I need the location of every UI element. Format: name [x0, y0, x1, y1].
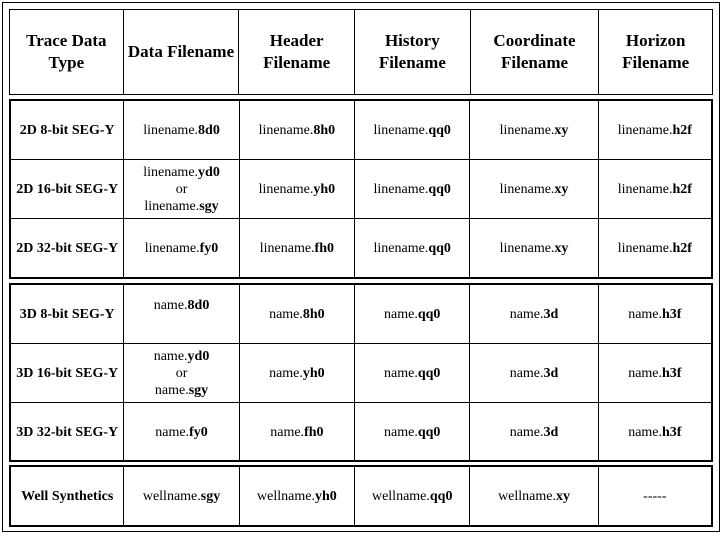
section-3d: [9, 283, 713, 462]
data-filename-cell: linename. fy0: [124, 219, 239, 278]
trace-type-cell: 2D 32-bit SEG-Y: [11, 219, 124, 278]
history-filename-cell: name. qq0: [355, 403, 470, 461]
coordinate-filename-cell: wellname. xy: [470, 467, 598, 525]
file-extension: 8d0: [198, 122, 220, 138]
table-row: [11, 402, 711, 461]
file-extension: 8h0: [302, 306, 325, 322]
table-row: [11, 159, 711, 219]
table-row: [11, 101, 711, 159]
table-row: [11, 218, 711, 278]
trace-type-cell: 3D 8-bit SEG-Y: [11, 285, 124, 343]
col-header-trace-type: Trace Data Type: [10, 10, 124, 94]
file-extension: xy: [554, 182, 569, 197]
file-extension: h2f: [672, 241, 692, 256]
trace-type-cell: 2D 8-bit SEG-Y: [11, 101, 124, 159]
section-2d: [9, 99, 713, 279]
file-extension: yh0: [313, 182, 336, 197]
header-filename-cell: linename. 8h0: [240, 101, 355, 159]
trace-type-cell: Well Synthetics: [11, 467, 124, 525]
file-extension: sgy: [200, 488, 221, 504]
file-extension: sgy: [199, 199, 219, 214]
data-filename-or: or: [175, 182, 188, 197]
table-row: [11, 467, 711, 525]
file-extension: qq0: [417, 366, 441, 381]
horizon-filename-cell: name. h3f: [628, 366, 682, 381]
file-extension: h2f: [672, 182, 692, 197]
file-extension: fh0: [304, 424, 324, 440]
history-filename-cell: linename. qq0: [355, 160, 470, 219]
col-header-history-filename: History Filename: [355, 10, 471, 94]
trace-type-cell: 3D 16-bit SEG-Y: [11, 344, 124, 403]
file-extension: sgy: [188, 383, 209, 398]
history-filename-cell: name. qq0: [355, 285, 470, 343]
file-extension: 3d: [543, 366, 559, 381]
header-filename-cell: linename. fh0: [240, 219, 355, 278]
data-filename-cell: [124, 160, 239, 219]
file-extension: fy0: [199, 241, 219, 256]
file-extension: 8h0: [313, 122, 336, 138]
data-filename-primary: name.yd0: [153, 349, 210, 364]
data-filename-cell: name. fy0: [124, 403, 239, 461]
data-filename-cell: linename. 8d0: [124, 101, 239, 159]
horizon-filename-cell: name. h3f: [628, 424, 682, 440]
file-extension: qq0: [417, 424, 441, 440]
history-filename-cell: wellname. qq0: [355, 467, 470, 525]
horizon-filename-cell: linename. h2f: [617, 182, 692, 197]
header-filename-cell: name. 8h0: [240, 285, 355, 343]
file-extension: qq0: [417, 306, 441, 322]
file-extension: xy: [555, 488, 570, 504]
file-extension: h3f: [662, 366, 682, 381]
file-extension: h2f: [672, 122, 692, 138]
file-extension: qq0: [429, 488, 453, 504]
coordinate-filename-cell: name. 3d: [470, 403, 598, 461]
coordinate-filename-cell: linename. xy: [470, 160, 598, 219]
file-extension: yh0: [302, 366, 325, 381]
horizon-filename-cell: -----: [643, 488, 667, 504]
file-extension: qq0: [428, 122, 451, 138]
history-filename-cell: name. qq0: [355, 344, 470, 403]
file-extension: h3f: [662, 306, 682, 322]
data-filename-alt: name.sgy: [154, 383, 209, 398]
file-extension: fy0: [189, 424, 208, 440]
horizon-filename-cell: linename. h2f: [617, 241, 692, 256]
header-filename-cell: wellname. yh0: [240, 467, 355, 525]
history-filename-cell: linename. qq0: [355, 101, 470, 159]
coordinate-filename-cell: linename. xy: [470, 101, 598, 159]
file-extension: xy: [554, 241, 569, 256]
table-row: [11, 343, 711, 403]
header-row: [9, 9, 713, 95]
section-well: [9, 465, 713, 527]
file-extension: yd0: [198, 165, 220, 180]
col-header-horizon-filename: Horizon Filename: [622, 31, 690, 72]
col-header-header-filename: Header Filename: [239, 10, 355, 94]
coordinate-filename-cell: linename. xy: [470, 219, 598, 278]
data-filename-cell: [124, 344, 239, 403]
data-filename-or: or: [175, 366, 188, 381]
file-extension: h3f: [662, 424, 682, 440]
table-row: [11, 285, 711, 343]
header-filename-cell: name. fh0: [240, 403, 355, 461]
coordinate-filename-cell: name. 3d: [470, 344, 598, 403]
trace-type-cell: 3D 32-bit SEG-Y: [11, 403, 124, 461]
data-filename-alt: linename.sgy: [144, 199, 219, 214]
file-extension: 3d: [543, 306, 559, 322]
col-header-coordinate-filename: Coordinate Filename: [471, 10, 600, 94]
data-filename-cell: name. 8d0: [124, 285, 239, 343]
file-extension: xy: [554, 122, 569, 138]
horizon-filename-cell: linename. h2f: [617, 122, 692, 138]
data-filename-cell: wellname. sgy: [124, 467, 239, 525]
file-extension: fh0: [314, 241, 334, 256]
col-header-data-filename: Data Filename: [124, 10, 240, 94]
file-extension: 8d0: [187, 298, 210, 313]
file-extension: 3d: [543, 424, 559, 440]
file-extension: yd0: [187, 349, 210, 364]
file-extension: qq0: [428, 241, 451, 256]
horizon-filename-cell: name. h3f: [628, 306, 682, 322]
file-extension: qq0: [428, 182, 451, 197]
trace-type-cell: 2D 16-bit SEG-Y: [11, 160, 124, 219]
header-filename-cell: linename. yh0: [240, 160, 355, 219]
data-filename-primary: linename.yd0: [143, 165, 220, 180]
header-filename-cell: name. yh0: [240, 344, 355, 403]
coordinate-filename-cell: name. 3d: [470, 285, 598, 343]
file-extension: yh0: [314, 488, 337, 504]
history-filename-cell: linename. qq0: [355, 219, 470, 278]
